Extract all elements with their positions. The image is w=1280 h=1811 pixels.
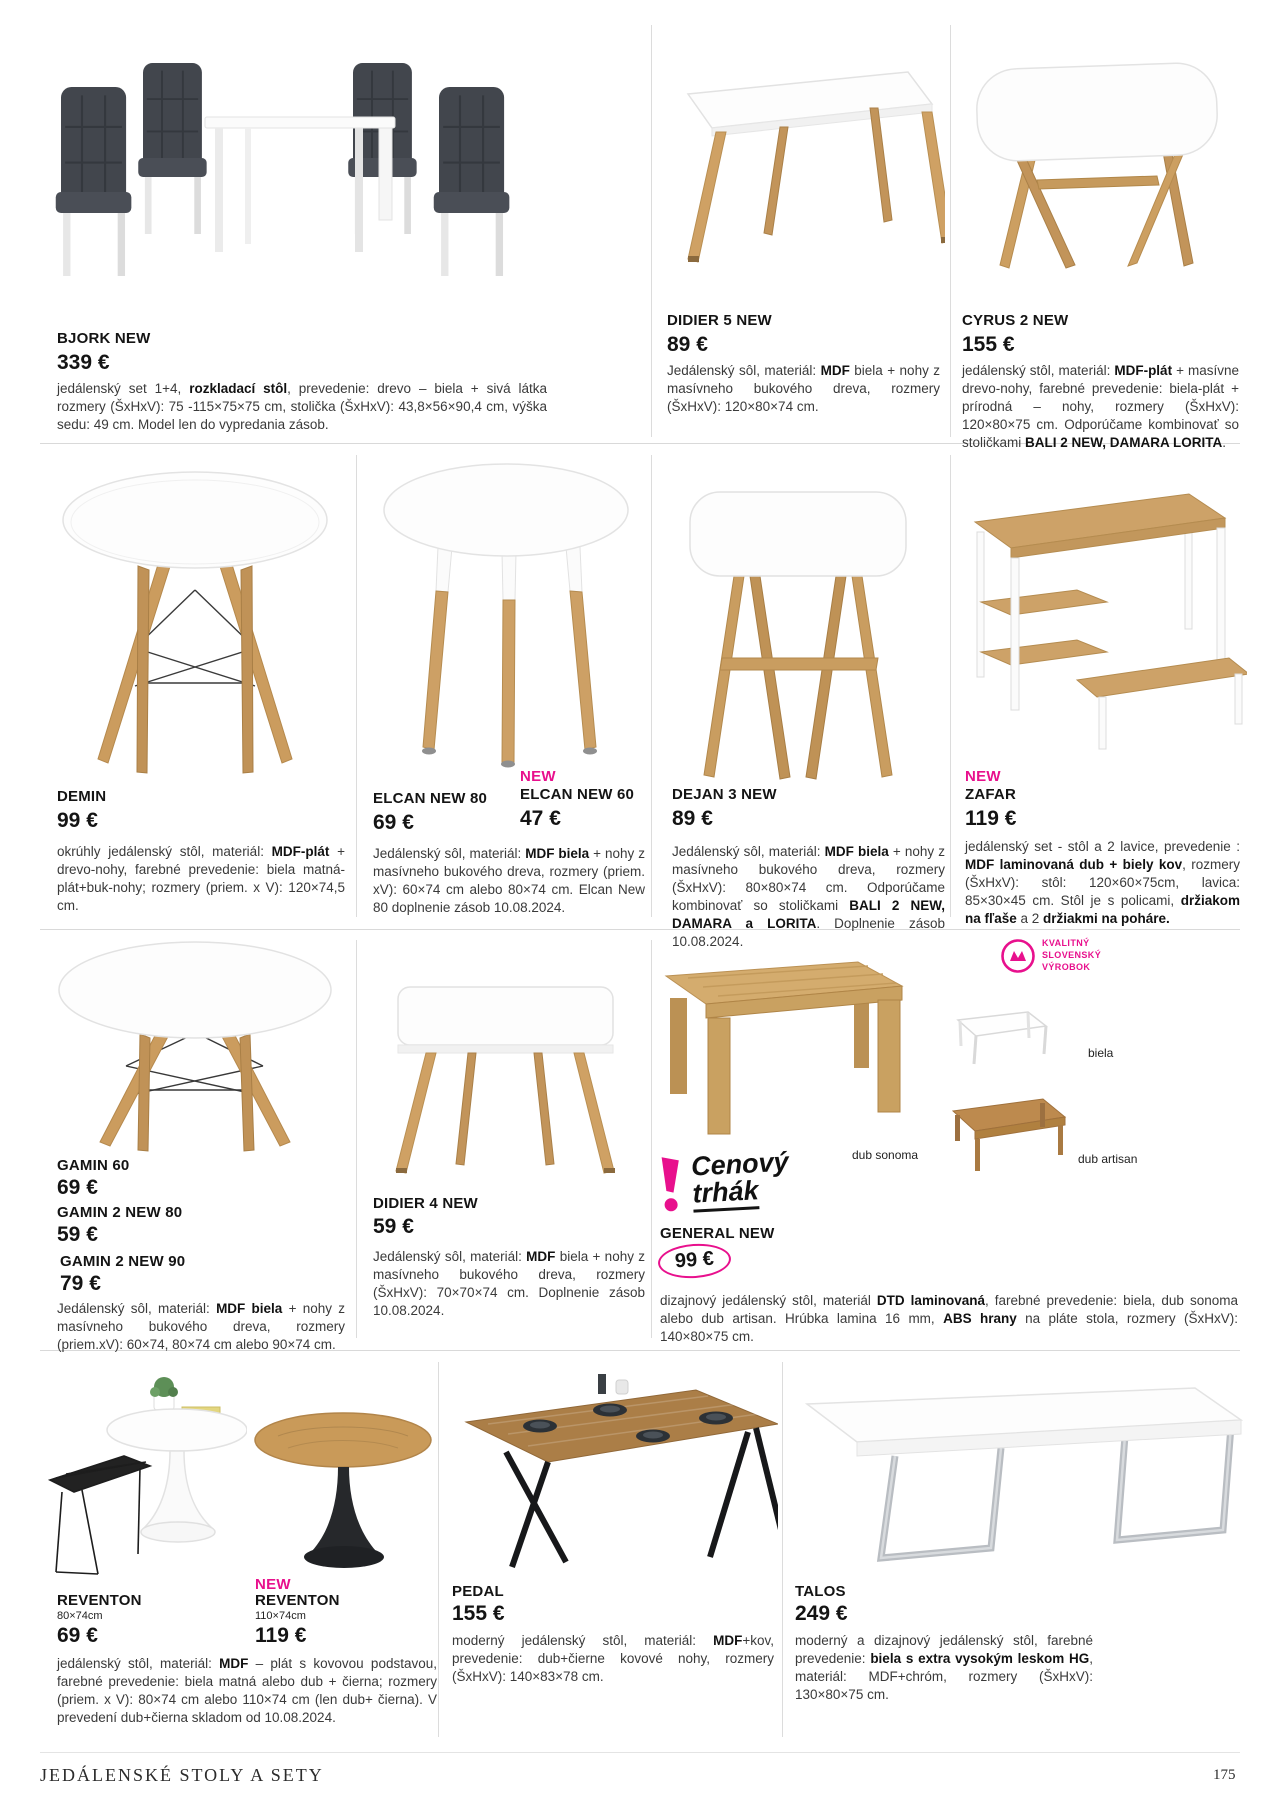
divider <box>356 940 357 1338</box>
size-label: 110×74cm <box>255 1610 306 1622</box>
divider <box>782 1362 783 1737</box>
product-description: Jedálenský sôl, materiál: MDF biela + nohy z masívneho bukového dreva, rozmery (priem. xV): 60×74 cm alebo 80×74 cm. Elcan New 80 doplnenie zásob 10.08.2024. <box>373 846 645 915</box>
product-image-reventon-new <box>248 1396 438 1588</box>
product-price: 119 € <box>965 807 1017 830</box>
divider <box>651 455 652 917</box>
product-name: REVENTON <box>57 1592 142 1609</box>
product-description: dizajnový jedálenský stôl, materiál DTD laminovaná, farebné prevedenie: biela, dub sonoma alebo dub artisan. Hrúbka lamina 16 mm, ABS hrany na pláte stola, rozmery (ŠxHxV): 140×80×75 cm. <box>660 1293 1238 1344</box>
page-number: 175 <box>1213 1767 1236 1783</box>
product-price: 59 € <box>57 1223 98 1246</box>
new-badge: NEW <box>965 768 1001 785</box>
divider <box>651 25 652 437</box>
variant-label-dub-artisan: dub artisan <box>1078 1152 1138 1166</box>
product-description: Jedálenský sôl, materiál: MDF biela + nohy z masívneho bukového dreva, rozmery (priem.xV): 60×74, 80×74 cm alebo 90×74 cm. <box>57 1301 345 1352</box>
product-image-pedal <box>448 1362 778 1580</box>
product-price-circled: 99 € <box>657 1241 732 1280</box>
product-price: 69 € <box>57 1624 98 1647</box>
quality-badge-icon <box>1000 938 1036 974</box>
product-image-gamin <box>48 938 343 1153</box>
product-name: GENERAL NEW <box>660 1225 775 1242</box>
product-price: 99 € <box>57 809 98 832</box>
product-description: Jedálenský sôl, materiál: MDF biela + nohy z masívneho bukového dreva, rozmery (ŠxHxV): 120×80×74 cm. <box>667 363 940 414</box>
product-price: 69 € <box>57 1176 98 1199</box>
size-label: 80×74cm <box>57 1610 103 1622</box>
divider <box>950 455 951 917</box>
product-price: 89 € <box>667 333 708 356</box>
footer-section-title: JEDÁLENSKÉ STOLY A SETY <box>40 1765 324 1785</box>
price-flash-logo <box>657 1146 792 1216</box>
product-price: 249 € <box>795 1602 848 1625</box>
product-name: TALOS <box>795 1583 846 1600</box>
product-image-elcan <box>368 452 643 782</box>
product-description: Jedálenský sôl, materiál: MDF biela + nohy z masívneho bukového dreva, rozmery (ŠxHxV): 70×70×74 cm. Doplnenie zásob 10.08.2024. <box>373 1249 645 1318</box>
divider <box>950 25 951 437</box>
divider <box>356 455 357 917</box>
product-name: GAMIN 2 NEW 80 <box>57 1204 183 1221</box>
quality-badge-text: KVALITNÝ SLOVENSKÝ VÝROBOK <box>1042 938 1102 972</box>
product-name: REVENTON <box>255 1592 340 1609</box>
divider <box>651 940 652 1338</box>
product-image-general-dub-artisan <box>945 1085 1073 1173</box>
product-name: ZAFAR <box>965 786 1016 803</box>
product-price: 89 € <box>672 807 713 830</box>
product-name: GAMIN 60 <box>57 1157 130 1174</box>
divider <box>438 1362 439 1737</box>
product-image-zafar <box>957 452 1247 762</box>
product-description: jedálenský set 1+4, rozkladací stôl, prevedenie: drevo – biela + sivá látka rozmery (ŠxHxV): 75 -115×75×75 cm, stolička (ŠxHxV): 43,8×56×90,4 cm, výška sedu: 49 cm. Model len do vypredania zásob. <box>57 381 548 432</box>
product-price: 119 € <box>255 1624 307 1647</box>
product-price: 59 € <box>373 1215 414 1238</box>
product-image-demin <box>50 458 340 783</box>
product-image-reventon <box>42 1362 247 1590</box>
product-name: ELCAN NEW 60 <box>520 786 635 803</box>
new-badge: NEW <box>520 768 556 785</box>
new-badge: NEW <box>255 1576 291 1593</box>
product-name: DIDIER 5 NEW <box>667 312 772 329</box>
product-image-talos <box>795 1362 1245 1572</box>
product-price: 79 € <box>60 1272 101 1295</box>
product-image-cyrus2 <box>957 28 1242 283</box>
product-name: BJORK NEW <box>57 330 151 347</box>
product-name: CYRUS 2 NEW <box>962 312 1069 329</box>
product-price: 155 € <box>452 1602 505 1625</box>
exclamation-icon <box>657 1154 686 1215</box>
product-image-didier5 <box>660 32 945 282</box>
product-description: Jedálenský sôl, materiál: MDF biela + nohy z masívneho bukového dreva, rozmery (ŠxHxV): 80×80×74 cm. Odporúčame kombinovať so stoličkami BALI 2 NEW, DAMARA a LORITA. Doplnenie zásob 10.08.2024. <box>672 844 945 949</box>
product-name: DIDIER 4 NEW <box>373 1195 478 1212</box>
product-name: PEDAL <box>452 1583 504 1600</box>
product-description: jedálenský stôl, materiál: MDF – plát s kovovou podstavou, farebné prevedenie: biela matná alebo dub + čierna; rozmery (priem. x V): 80×74 cm alebo 110×74 cm (len dub+ čierna). V prevedení dub+čierna skladom od 10.08.2024. <box>57 1656 437 1725</box>
product-image-general-dub-sonoma <box>658 942 908 1142</box>
product-name: DEJAN 3 NEW <box>672 786 777 803</box>
divider <box>40 1752 1240 1753</box>
quality-badge <box>1000 938 1101 974</box>
product-description: okrúhly jedálenský stôl, materiál: MDF-plát + drevo-nohy, farebné prevedenie: biela matná-plát+buk-nohy; rozmery (priem. x V): 120×74,5 cm. <box>57 844 345 913</box>
divider <box>40 929 1240 930</box>
product-price: 69 € <box>373 811 414 834</box>
product-description: moderný jedálenský stôl, materiál: MDF+kov, prevedenie: dub+čierne kovové nohy, rozmery (ŠxHxV): 140×83×78 cm. <box>452 1633 774 1684</box>
product-name: DEMIN <box>57 788 107 805</box>
product-image-bjork <box>55 25 525 295</box>
variant-label-biela: biela <box>1088 1046 1114 1060</box>
product-price: 155 € <box>962 333 1015 356</box>
product-price: 339 € <box>57 351 110 374</box>
product-description: jedálenský set - stôl a 2 lavice, prevedenie : MDF laminovaná dub + biely kov, rozmery (ŠxHxV): stôl: 120×60×75cm, lavica: 85×30×45 cm. Stôl je s policami, držiakom na fľaše a 2 držiakmi na poháre. <box>965 839 1240 926</box>
product-description: moderný a dizajnový jedálenský stôl, farebné prevedenie: biela s extra vysokým leskom HG, materiál: MDF+chróm, rozmery (ŠxHxV): 130×80×75 cm. <box>795 1633 1093 1702</box>
product-image-general-biela <box>952 1000 1052 1072</box>
price-flash-text: Cenový trhák <box>690 1149 791 1213</box>
product-price: 47 € <box>520 807 561 830</box>
product-name: GAMIN 2 NEW 90 <box>60 1253 186 1270</box>
product-image-didier4 <box>368 945 643 1180</box>
product-description: jedálenský stôl, materiál: MDF-plát + masívne drevo-nohy, farebné prevedenie: biela-plát + prírodná – nohy, rozmery (ŠxHxV): 120×80×75 cm. Odporúčame kombinovať so stoličkami BALI 2 NEW, DAMARA LORITA. <box>962 363 1239 450</box>
product-name: ELCAN NEW 80 <box>373 790 488 807</box>
product-image-dejan3 <box>662 452 942 787</box>
variant-label-dub-sonoma: dub sonoma <box>852 1148 919 1162</box>
